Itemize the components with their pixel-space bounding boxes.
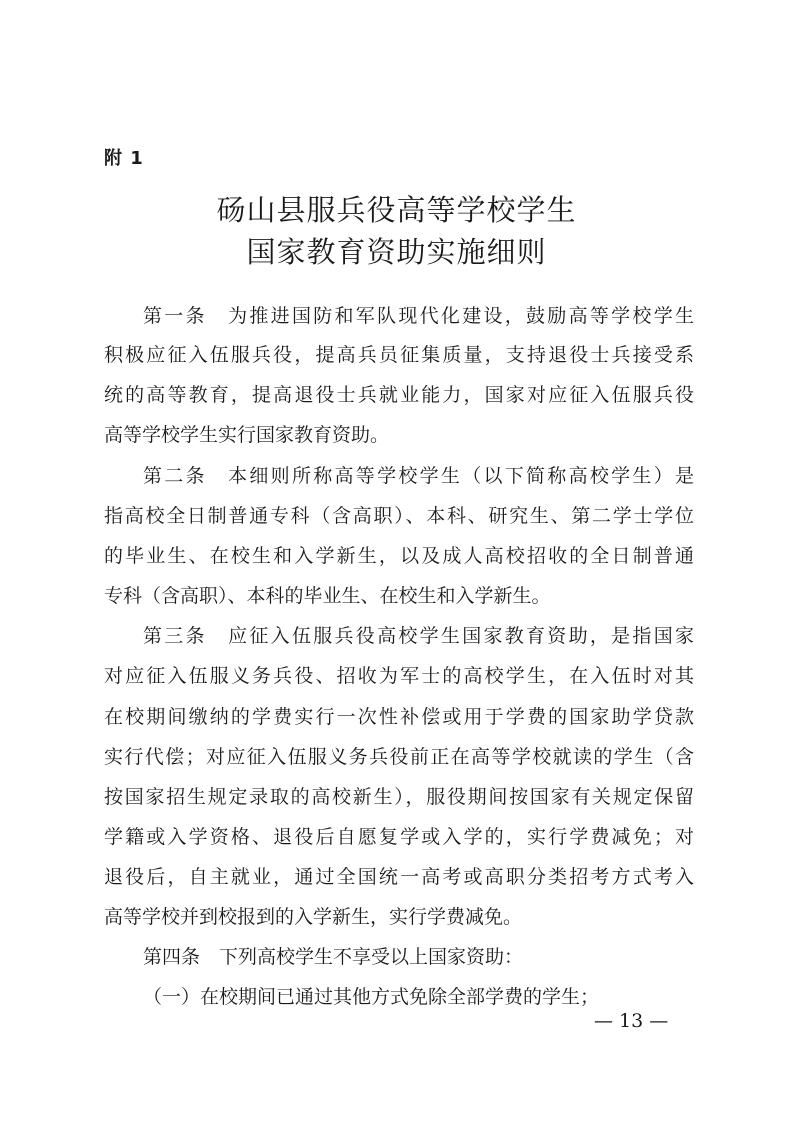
- article-4-line-1: 第四条 下列高校学生不享受以上国家资助：: [143, 946, 524, 968]
- article-3-line-7: 退役后，自主就业，通过全国统一高考或高职分类招考方式考入: [104, 866, 694, 888]
- article-1-line-4: 高等学校学生实行国家教育资助。: [104, 424, 390, 446]
- article-2-line-3: 的毕业生、在校生和入学新生，以及成人高校招收的全日制普通: [104, 545, 694, 567]
- attachment-label: 附 1: [104, 148, 144, 169]
- article-3-line-8: 高等学校并到校报到的入学新生，实行学费减免。: [104, 906, 523, 928]
- article-3-line-6: 学籍或入学资格、退役后自愿复学或入学的，实行学费减免；对: [104, 826, 694, 848]
- article-1-line-3: 统的高等教育，提高退役士兵就业能力，国家对应征入伍服兵役: [104, 384, 694, 406]
- article-3-line-5: 按国家招生规定录取的高校新生），服役期间按国家有关规定保留: [104, 786, 694, 808]
- article-3-line-1: 第三条 应征入伍服兵役高校学生国家教育资助，是指国家: [143, 625, 694, 647]
- document-title-line-2: 国家教育资助实施细则: [246, 235, 547, 269]
- article-2-line-4: 专科（含高职）、本科的毕业生、在校生和入学新生。: [104, 585, 551, 607]
- article-1-line-1: 第一条 为推进国防和军队现代化建设，鼓励高等学校学生: [143, 305, 694, 327]
- page-number: — 13 —: [594, 1010, 669, 1032]
- document-title-line-1: 砀山县服兵役高等学校学生: [216, 193, 577, 227]
- article-2-line-2: 指高校全日制普通专科（含高职）、本科、研究生、第二学士学位: [104, 505, 694, 527]
- article-3-line-3: 在校期间缴纳的学费实行一次性补偿或用于学费的国家助学贷款: [104, 706, 694, 728]
- article-2-line-1: 第二条 本细则所称高等学校学生（以下简称高校学生）是: [143, 465, 694, 487]
- article-4-item-1: （一）在校期间已通过其他方式免除全部学费的学生；: [143, 986, 600, 1008]
- article-1-line-2: 积极应征入伍服兵役，提高兵员征集质量，支持退役士兵接受系: [104, 344, 694, 366]
- article-3-line-4: 实行代偿；对应征入伍服义务兵役前正在高等学校就读的学生（含: [104, 746, 694, 768]
- article-3-line-2: 对应征入伍服义务兵役、招收为军士的高校学生，在入伍时对其: [104, 665, 694, 687]
